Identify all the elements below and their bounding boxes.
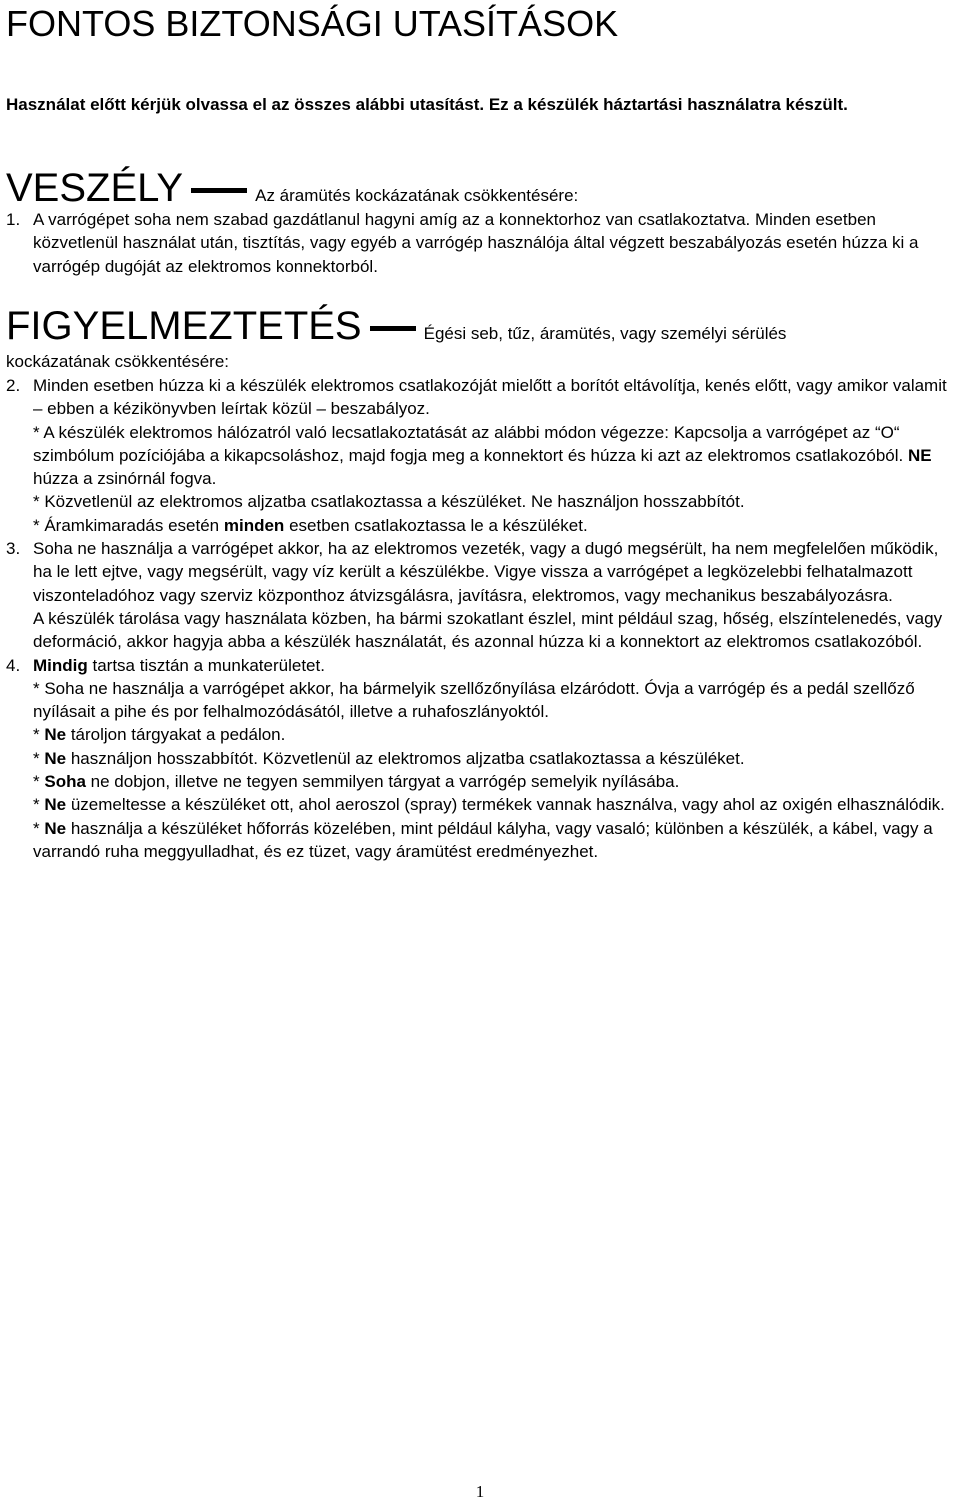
list-item: * Ne használja a készüléket hőforrás közelében, mint például kályha, vagy vasaló; különben a készülék, a kábel, vagy a varrandó ruha meggyulladhat, és ez tüzet, vagy áramütést eredményezhet. bbox=[33, 818, 933, 861]
item-number: 4. bbox=[6, 655, 21, 675]
page-title: FONTOS BIZTONSÁGI UTASÍTÁSOK bbox=[6, 3, 619, 44]
list-item: * A készülék elektromos hálózatról való lecsatlakoztatását az alábbi módon végezze: Kapcsolja a varrógépet az “O“ szimbólum pozíciójába a kikapcsoláshoz, majd fogja meg a konnektort és húzza ki azt az elektromos csatlakozóból. NE húzza a zsinórnál fogva. bbox=[33, 422, 932, 489]
list-item: * Soha ne dobjon, illetve ne tegyen semmilyen tárgyat a varrógép semelyik nyílásába. bbox=[33, 772, 680, 792]
warning-item-4 bbox=[6, 654, 956, 677]
heading-dash bbox=[370, 326, 416, 331]
list-item: * Áramkimaradás esetén minden esetben csatlakoztassa le a készüléket. bbox=[33, 515, 588, 535]
warning-heading: FIGYELMEZTETÉS bbox=[6, 304, 362, 348]
warning-heading-line bbox=[6, 306, 786, 350]
list-item: * Közvetlenül az elektromos aljzatba csatlakoztassa a készüléket. Ne használjon hosszabbítót. bbox=[33, 492, 745, 512]
danger-subtitle: Az áramütés kockázatának csökkentésére: bbox=[255, 186, 579, 205]
warning-subtitle-cont: kockázatának csökkentésére: bbox=[6, 352, 230, 371]
item-number: 2. bbox=[6, 376, 21, 395]
item-number: 3. bbox=[6, 539, 21, 559]
warning-item-3 bbox=[6, 537, 956, 607]
item-text: Mindig tartsa tisztán a munkaterületet. bbox=[33, 655, 325, 675]
warning-items bbox=[6, 374, 956, 863]
list-item: * Soha ne használja a varrógépet akkor, ha bármelyik szellőzőnyílása elzáródott. Óvja a varrógép és a pedál szellőző nyílásait a pihe és por felhalmozódásától, illetve a ruhafoszlányoktól. bbox=[33, 678, 915, 722]
danger-item-1 bbox=[6, 208, 956, 278]
danger-heading: VESZÉLY bbox=[6, 166, 184, 210]
heading-dash bbox=[191, 188, 247, 193]
item-text: Minden esetben húzza ki a készülék elektromos csatlakozóját mielőtt a borítót eltávolítja, kenés előtt, vagy amikor valamit – ebben a kézikönyvben leírtak közül – beszabályoz. bbox=[33, 376, 947, 419]
list-item: * Ne tároljon tárgyakat a pedálon. bbox=[33, 725, 286, 745]
list-item: * Ne üzemeltesse a készüléket ott, ahol aeroszol (spray) termékek vannak használva, vagy ahol az oxigén elhasználódik. bbox=[33, 795, 945, 815]
item-text: A varrógépet soha nem szabad gazdátlanul hagyni amíg az a konnektorhoz van csatlakoztatva. Minden esetben közvetlenül használat után, tisztítás, vagy egyéb a varrógép használója által végzett beszabályozás esetén húzza ki a varrógép dugóját az elektromos konnektorból. bbox=[33, 210, 919, 276]
list-item: * Ne használjon hosszabbítót. Közvetlenül az elektromos aljzatba csatlakoztassa a készüléket. bbox=[33, 748, 745, 768]
warning-item-2 bbox=[6, 374, 956, 421]
item-text: Soha ne használja a varrógépet akkor, ha az elektromos vezeték, vagy a dugó megsérült, ha nem megfelelően működik, ha le lett ejtve, vagy megsérült, vagy víz került a készülékbe. Vigye vissza a varrógépet a legközelebbi felhatalmazott viszonteladóhoz vagy szerviz központhoz átvizsgálásra, javításra, elektromos, vagy mechanikus beszabályozásra. bbox=[33, 539, 939, 605]
intro-text: Használat előtt kérjük olvassa el az összes alábbi utasítást. Ez a készülék háztartási használatra készült. bbox=[6, 95, 848, 114]
page-number: 1 bbox=[475, 1482, 485, 1501]
warning-subtitle: Égési seb, tűz, áramütés, vagy személyi sérülés bbox=[423, 324, 787, 343]
document-page bbox=[6, 0, 956, 1500]
item-number: 1. bbox=[6, 210, 21, 229]
danger-heading-line bbox=[6, 168, 578, 208]
list-item: A készülék tárolása vagy használata közben, ha bármi szokatlant észlel, mint például szag, hőség, elszíntelenedés, vagy deformáció, akkor hagyja abba a készülék használatát, és azonnal húzza ki a konnektort az elektromos csatlakozóból. bbox=[33, 608, 943, 652]
